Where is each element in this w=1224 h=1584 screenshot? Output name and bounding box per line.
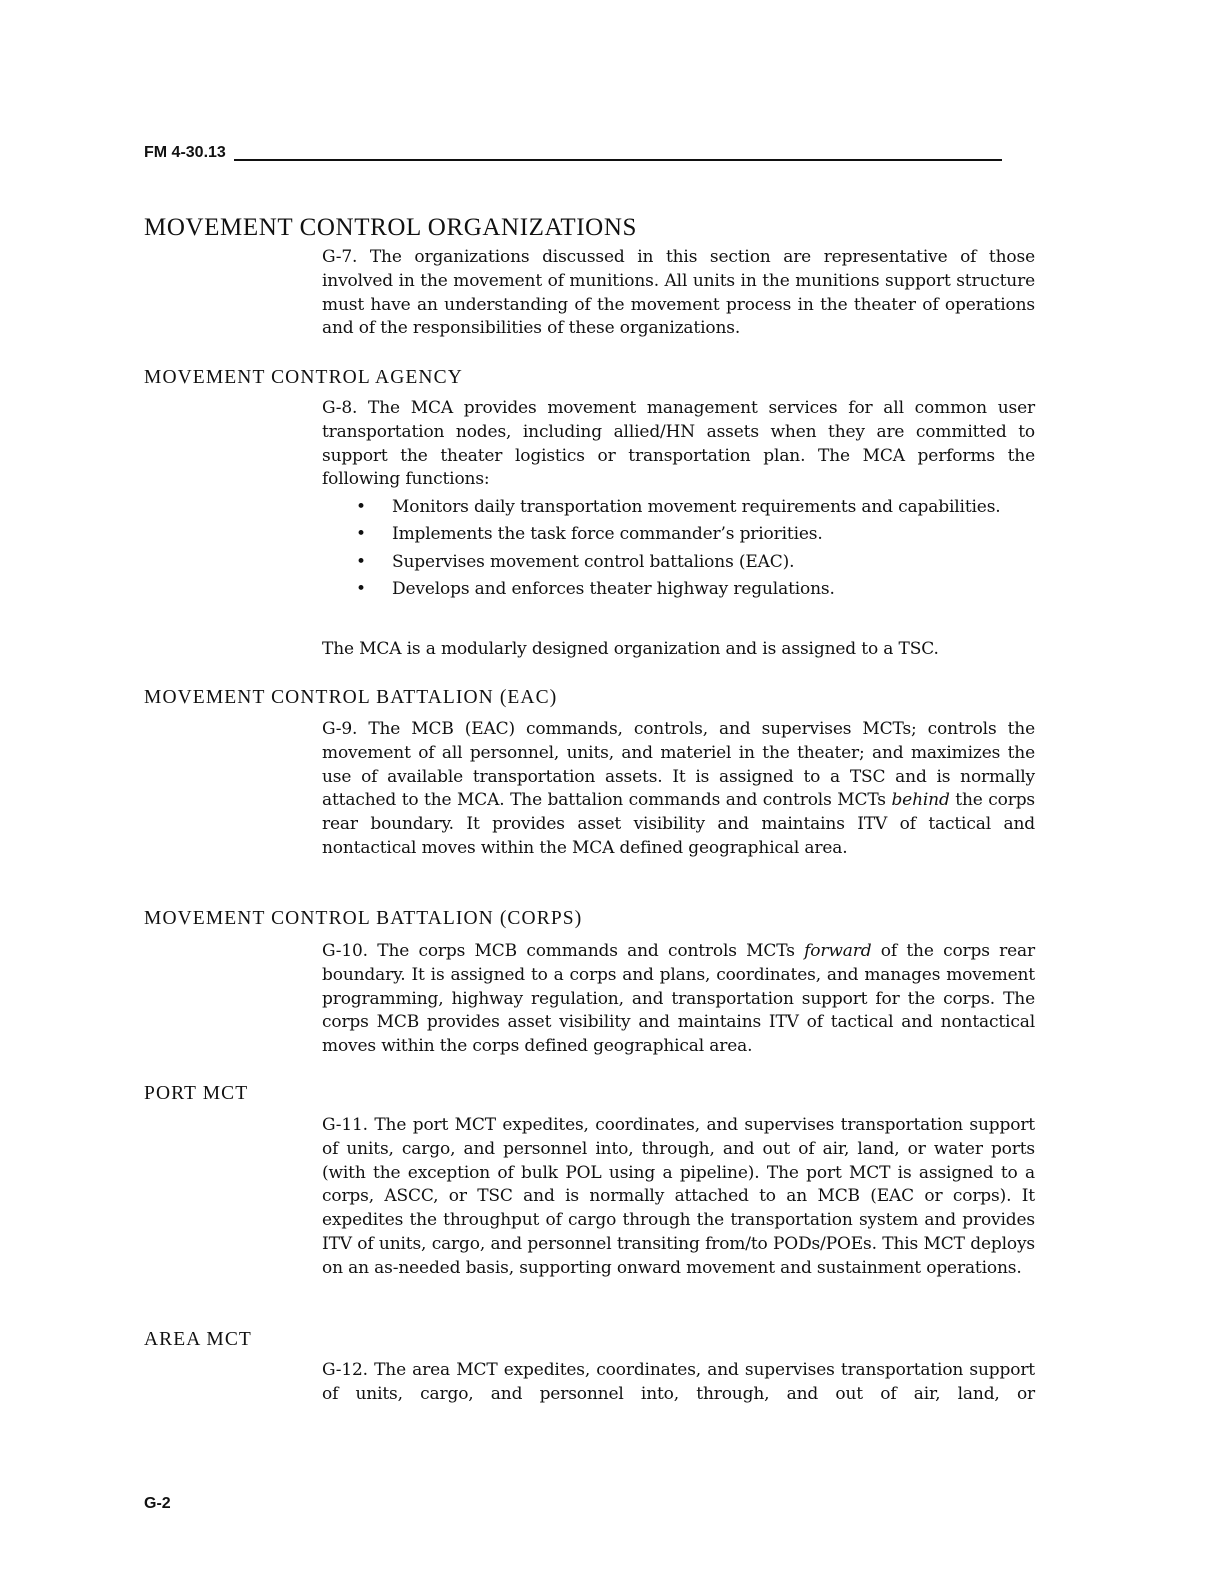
mca-functions-list xyxy=(322,496,1035,606)
heading-mcb-corps: MOVEMENT CONTROL BATTALION (CORPS) xyxy=(144,908,583,929)
paragraph-g7: G-7. The organizations discussed in this section are representative of those involved in the movement of munitions. All units in the munitions support structure must have an understanding of the movement process in the theater of operations and of the responsibilities of these organizations. xyxy=(322,247,1035,339)
paragraph-g10-text-b: of the corps rear boundary. It is assigned to a corps and plans, coordinates, and manages movement programming, highway regulation, and transportation support for the corps. The corps MCB provides asset visibility and maintains ITV of tactical and nontactical moves within the corps defined geographical area. xyxy=(322,941,1035,1057)
section-title: MOVEMENT CONTROL ORGANIZATIONS xyxy=(144,214,637,241)
running-header xyxy=(144,143,1002,165)
paragraph-g9-emphasis: behind xyxy=(891,790,950,811)
paragraph-g9-text-a: G-9. The MCB (EAC) commands, controls, and supervises MCTs; controls the movement of all personnel, units, and materiel in the theater; and maximizes the use of available transportation assets. It is assigned to a TSC and is normally attached to the MCA. The battalion commands and controls MCTs xyxy=(322,719,1035,811)
paragraph-g10-emphasis: forward xyxy=(804,941,872,961)
list-item xyxy=(322,496,1035,520)
document-id: FM 4-30.13 xyxy=(144,144,226,161)
page-number: G-2 xyxy=(144,1495,171,1512)
paragraph-g8: G-8. The MCA provides movement management services for all common user transportation nodes, including allied/HN assets when they are committed to support the theater logistics or transportation plan. The MCA performs the following functions: xyxy=(322,398,1035,490)
paragraph-g10-text-a: G-10. The corps MCB commands and controls MCTs xyxy=(322,941,805,961)
list-item-text: Implements the task force commander’s priorities. xyxy=(392,524,823,545)
paragraph-mca-closing: The MCA is a modularly designed organization and is assigned to a TSC. xyxy=(322,639,939,659)
bullet-icon: • xyxy=(356,524,366,545)
paragraph-g12: G-12. The area MCT expedites, coordinates, and supervises transportation support of units, cargo, and personnel into, through, and out of air, land, or xyxy=(322,1360,1035,1404)
list-item xyxy=(322,578,1035,602)
header-rule xyxy=(234,159,1002,161)
bullet-icon: • xyxy=(356,551,366,572)
list-item xyxy=(322,551,1035,575)
paragraph-g11: G-11. The port MCT expedites, coordinates, and supervises transportation support of units, cargo, and personnel into, through, and out of air, land, or water ports (with the exception of bulk POL using a pipeline). The port MCT is assigned to a corps, ASCC, or TSC and is normally attached to an MCB (EAC or corps). It expedites the throughput of cargo through the transportation system and provides ITV of units, cargo, and personnel transiting from/to PODs/POEs. This MCT deploys on an as-needed basis, supporting onward movement and sustainment operations. xyxy=(322,1115,1035,1278)
paragraph-g9-text-b: the corps rear boundary. It provides asset visibility and maintains ITV of tactical and nontactical moves within the MCA defined geographical area. xyxy=(322,790,1035,858)
paragraph-g9 xyxy=(322,718,1035,861)
heading-area-mct: AREA MCT xyxy=(144,1329,252,1350)
heading-port-mct: PORT MCT xyxy=(144,1083,249,1104)
list-item-text: Monitors daily transportation movement requirements and capabilities. xyxy=(392,497,1001,517)
heading-mcb-eac: MOVEMENT CONTROL BATTALION (EAC) xyxy=(144,687,558,708)
list-item-text: Supervises movement control battalions (EAC). xyxy=(392,551,795,572)
list-item xyxy=(322,523,1035,547)
heading-movement-control-agency: MOVEMENT CONTROL AGENCY xyxy=(144,367,463,388)
bullet-icon: • xyxy=(356,497,366,517)
paragraph-g10 xyxy=(322,940,1035,1059)
bullet-icon: • xyxy=(356,579,366,600)
list-item-text: Develops and enforces theater highway regulations. xyxy=(392,579,835,600)
